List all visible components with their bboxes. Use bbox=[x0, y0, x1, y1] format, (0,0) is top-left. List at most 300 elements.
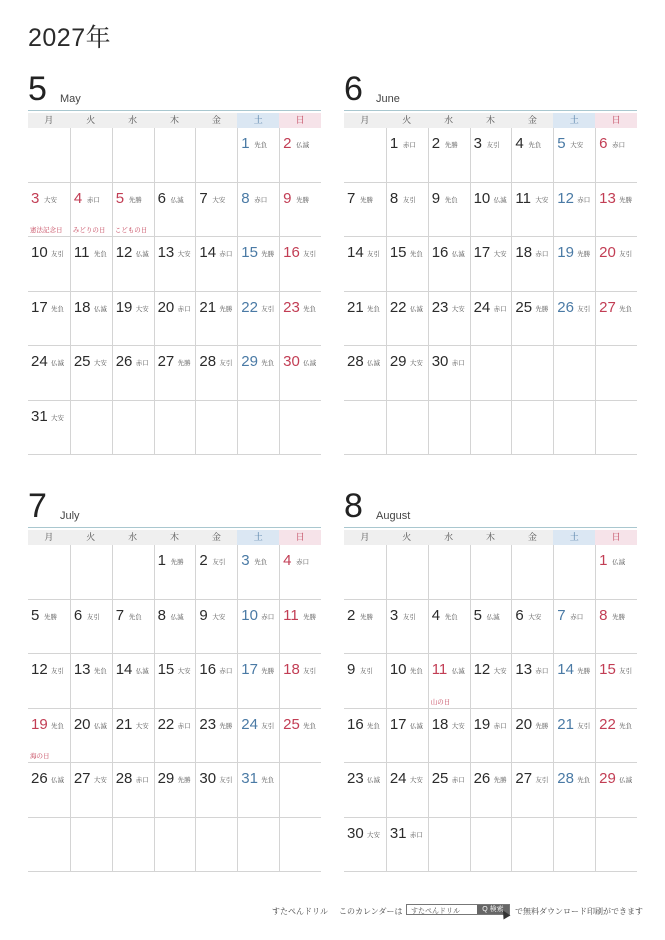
footer-text-prefix: このカレンダーは bbox=[339, 907, 403, 916]
day-cell bbox=[195, 128, 237, 183]
day-cell bbox=[595, 818, 637, 873]
day-cell bbox=[595, 237, 637, 292]
day-cell bbox=[386, 346, 428, 401]
weekday-header bbox=[344, 530, 637, 545]
day-number: 25 bbox=[515, 298, 533, 316]
day-cell bbox=[70, 128, 112, 183]
weekday-label: 火 bbox=[386, 113, 428, 128]
day-cell bbox=[279, 401, 321, 456]
day-cell bbox=[344, 401, 386, 456]
day-cell bbox=[195, 654, 237, 709]
rokuyo-label: 先勝 bbox=[44, 613, 57, 621]
day-number: 26 bbox=[557, 298, 574, 316]
day-number: 18 bbox=[283, 661, 300, 678]
day-number: 14 bbox=[115, 661, 133, 678]
day-cell bbox=[154, 709, 196, 764]
day-number: 9 bbox=[283, 189, 292, 207]
rokuyo-label: 先勝 bbox=[493, 777, 507, 784]
day-cell bbox=[279, 654, 321, 709]
day-cell bbox=[553, 237, 595, 292]
day-cell bbox=[28, 763, 70, 818]
footer bbox=[272, 904, 644, 918]
month-header bbox=[28, 488, 321, 530]
day-number: 1 bbox=[241, 135, 250, 152]
search-button[interactable]: Q 検索 bbox=[477, 905, 509, 914]
day-cell bbox=[28, 545, 70, 600]
day-cell bbox=[386, 545, 428, 600]
day-cell bbox=[112, 709, 154, 764]
holiday-name: 海の日 bbox=[30, 753, 50, 760]
day-cell bbox=[470, 709, 512, 764]
day-number: 12 bbox=[473, 661, 491, 678]
day-cell bbox=[237, 237, 279, 292]
day-cell bbox=[112, 183, 154, 238]
footer-text-suffix: で無料ダウンロード印刷ができます bbox=[515, 907, 643, 916]
day-cell bbox=[28, 128, 70, 183]
day-cell bbox=[595, 346, 637, 401]
day-number: 7 bbox=[115, 606, 125, 624]
rokuyo-label: 先負 bbox=[261, 360, 275, 367]
weekday-label: 月 bbox=[344, 530, 386, 545]
rokuyo-label: 大安 bbox=[451, 722, 465, 730]
day-number: 22 bbox=[241, 298, 258, 316]
day-number: 29 bbox=[157, 770, 175, 787]
rokuyo-label: 赤口 bbox=[254, 196, 268, 204]
day-cell bbox=[344, 763, 386, 818]
weekday-label: 金 bbox=[511, 530, 553, 545]
day-cell bbox=[28, 818, 70, 873]
rokuyo-label: 大安 bbox=[528, 613, 542, 621]
day-cell bbox=[112, 346, 154, 401]
day-cell bbox=[154, 401, 196, 456]
day-number: 26 bbox=[31, 770, 48, 787]
day-number: 16 bbox=[199, 661, 217, 678]
day-number: 3 bbox=[241, 552, 250, 569]
day-cell bbox=[470, 763, 512, 818]
month-rule bbox=[28, 110, 321, 111]
day-number: 24 bbox=[389, 770, 407, 787]
rokuyo-label: 友引 bbox=[360, 668, 373, 675]
day-cell bbox=[344, 709, 386, 764]
day-cell bbox=[154, 292, 196, 347]
rokuyo-label: 仏滅 bbox=[135, 668, 149, 675]
rokuyo-label: 仏滅 bbox=[296, 142, 310, 149]
rokuyo-label: 大安 bbox=[212, 613, 226, 621]
day-cell bbox=[344, 237, 386, 292]
day-number: 10 bbox=[31, 244, 48, 261]
day-number: 7 bbox=[347, 189, 356, 207]
day-cell bbox=[470, 545, 512, 600]
weekday-label: 火 bbox=[70, 530, 112, 545]
rokuyo-label: 先負 bbox=[254, 559, 268, 566]
day-cell bbox=[470, 292, 512, 347]
day-cell bbox=[511, 763, 553, 818]
day-number: 28 bbox=[347, 353, 364, 370]
day-cell bbox=[154, 183, 196, 238]
day-number: 21 bbox=[115, 715, 133, 733]
weekday-label: 日 bbox=[595, 113, 637, 128]
weekday-label: 金 bbox=[511, 113, 553, 128]
day-cell bbox=[70, 183, 112, 238]
day-number: 12 bbox=[115, 244, 133, 261]
day-cell bbox=[195, 709, 237, 764]
day-cell bbox=[28, 183, 70, 238]
rokuyo-label: 先負 bbox=[51, 722, 64, 730]
day-cell bbox=[428, 818, 470, 873]
day-number: 2 bbox=[283, 135, 292, 152]
day-cell bbox=[344, 128, 386, 183]
rokuyo-label: 仏滅 bbox=[486, 613, 500, 621]
rokuyo-label: 友引 bbox=[577, 722, 591, 730]
day-number: 8 bbox=[599, 606, 608, 624]
day-cell bbox=[344, 183, 386, 238]
rokuyo-label: 赤口 bbox=[219, 668, 233, 675]
rokuyo-label: 大安 bbox=[535, 196, 549, 204]
day-cell bbox=[511, 654, 553, 709]
day-number: 31 bbox=[241, 770, 258, 787]
weekday-header bbox=[344, 113, 637, 128]
day-number: 10 bbox=[473, 189, 491, 207]
day-number: 17 bbox=[31, 298, 48, 316]
rokuyo-label: 友引 bbox=[303, 251, 317, 258]
rokuyo-label: 赤口 bbox=[135, 360, 149, 367]
day-cell bbox=[553, 346, 595, 401]
rokuyo-label: 仏滅 bbox=[51, 777, 64, 784]
month-rule bbox=[344, 527, 637, 528]
day-cell bbox=[511, 600, 553, 655]
day-cell bbox=[511, 128, 553, 183]
day-cell bbox=[470, 401, 512, 456]
day-number: 18 bbox=[515, 244, 533, 261]
rokuyo-label: 赤口 bbox=[86, 196, 100, 204]
rokuyo-label: 先負 bbox=[367, 305, 380, 313]
day-cell bbox=[428, 654, 470, 709]
day-cell bbox=[595, 128, 637, 183]
day-cell bbox=[154, 545, 196, 600]
day-number: 1 bbox=[389, 135, 399, 152]
day-cell bbox=[553, 128, 595, 183]
month-header bbox=[344, 488, 637, 530]
day-number: 6 bbox=[515, 606, 524, 624]
rokuyo-label: 赤口 bbox=[402, 142, 416, 149]
day-number: 6 bbox=[599, 135, 608, 152]
day-cell bbox=[279, 237, 321, 292]
rokuyo-label: 大安 bbox=[93, 777, 107, 784]
month-number: 8 bbox=[344, 487, 363, 525]
day-number: 4 bbox=[283, 552, 292, 569]
day-cell bbox=[595, 763, 637, 818]
day-number: 22 bbox=[389, 298, 407, 316]
day-number: 24 bbox=[241, 715, 258, 733]
day-cell bbox=[386, 401, 428, 456]
day-cell bbox=[195, 401, 237, 456]
day-cell bbox=[386, 763, 428, 818]
rokuyo-label: 大安 bbox=[51, 414, 64, 422]
rokuyo-label: 友引 bbox=[619, 251, 633, 258]
rokuyo-label: 仏滅 bbox=[612, 559, 626, 566]
search-input[interactable]: すたぺんドリル bbox=[411, 908, 460, 915]
day-number: 29 bbox=[389, 353, 407, 370]
rokuyo-label: 友引 bbox=[535, 777, 549, 784]
rokuyo-label: 大安 bbox=[409, 777, 423, 784]
day-cell bbox=[112, 237, 154, 292]
weekday-label: 日 bbox=[279, 530, 321, 545]
search-box[interactable] bbox=[406, 904, 510, 915]
month-number: 5 bbox=[28, 70, 47, 108]
day-cell bbox=[237, 292, 279, 347]
rokuyo-label: 友引 bbox=[486, 142, 500, 149]
rokuyo-label: 先負 bbox=[619, 722, 633, 730]
day-cell bbox=[195, 346, 237, 401]
holiday-name: 山の日 bbox=[430, 698, 451, 706]
rokuyo-label: 先勝 bbox=[128, 196, 142, 204]
rokuyo-label: 先負 bbox=[261, 777, 275, 784]
day-number: 27 bbox=[157, 353, 175, 370]
rokuyo-label: 先負 bbox=[51, 305, 64, 313]
day-number: 18 bbox=[431, 715, 449, 733]
day-number: 14 bbox=[199, 244, 217, 261]
day-cell bbox=[279, 292, 321, 347]
day-cell bbox=[386, 292, 428, 347]
rokuyo-label: 先勝 bbox=[219, 722, 233, 730]
rokuyo-label: 先負 bbox=[577, 777, 591, 784]
rokuyo-label: 先勝 bbox=[619, 196, 633, 204]
weekday-label: 木 bbox=[154, 530, 196, 545]
day-number: 6 bbox=[157, 189, 166, 207]
day-number: 2 bbox=[347, 606, 356, 624]
day-number: 30 bbox=[199, 770, 217, 787]
day-cell bbox=[237, 709, 279, 764]
day-cell bbox=[28, 292, 70, 347]
weekday-label: 木 bbox=[470, 530, 512, 545]
rokuyo-label: 赤口 bbox=[493, 722, 507, 730]
day-cell bbox=[553, 763, 595, 818]
day-cell bbox=[195, 292, 237, 347]
rokuyo-label: 先勝 bbox=[360, 196, 373, 204]
rokuyo-label: 友引 bbox=[577, 305, 591, 313]
day-cell bbox=[386, 818, 428, 873]
rokuyo-label: 赤口 bbox=[261, 613, 275, 621]
day-number: 13 bbox=[515, 661, 533, 678]
day-number: 30 bbox=[283, 353, 300, 370]
day-number: 5 bbox=[115, 189, 125, 207]
day-number: 4 bbox=[73, 189, 83, 207]
day-number: 13 bbox=[157, 244, 175, 261]
day-number: 16 bbox=[431, 244, 449, 261]
weekday-label: 土 bbox=[237, 113, 279, 128]
day-number: 20 bbox=[599, 244, 616, 261]
rokuyo-label: 先負 bbox=[619, 305, 633, 313]
weekday-label: 火 bbox=[70, 113, 112, 128]
day-cell bbox=[553, 709, 595, 764]
day-cell bbox=[344, 818, 386, 873]
weekday-label: 金 bbox=[195, 530, 237, 545]
rokuyo-label: 先負 bbox=[93, 668, 107, 675]
rokuyo-label: 友引 bbox=[51, 251, 64, 258]
day-cell bbox=[595, 545, 637, 600]
day-number: 3 bbox=[31, 189, 40, 207]
rokuyo-label: 先勝 bbox=[170, 559, 184, 566]
day-number: 11 bbox=[73, 244, 90, 261]
day-cell bbox=[28, 346, 70, 401]
day-cell bbox=[428, 128, 470, 183]
weekday-header bbox=[28, 113, 321, 128]
weekday-label: 日 bbox=[279, 113, 321, 128]
rokuyo-label: 仏滅 bbox=[93, 305, 107, 313]
day-cell bbox=[279, 763, 321, 818]
rokuyo-label: 友引 bbox=[619, 668, 633, 675]
day-number: 21 bbox=[557, 715, 574, 733]
rokuyo-label: 仏滅 bbox=[170, 196, 184, 204]
rokuyo-label: 先勝 bbox=[177, 777, 191, 784]
rokuyo-label: 先勝 bbox=[219, 305, 233, 313]
day-cell bbox=[195, 818, 237, 873]
day-number: 3 bbox=[389, 606, 399, 624]
day-number: 20 bbox=[515, 715, 533, 733]
day-cell bbox=[428, 600, 470, 655]
day-cell bbox=[386, 128, 428, 183]
day-number: 28 bbox=[115, 770, 133, 787]
day-cell bbox=[70, 401, 112, 456]
day-number: 25 bbox=[431, 770, 449, 787]
day-cell bbox=[154, 763, 196, 818]
rokuyo-label: 赤口 bbox=[219, 251, 233, 258]
weekday-header bbox=[28, 530, 321, 545]
day-cell bbox=[470, 183, 512, 238]
day-cell bbox=[279, 545, 321, 600]
rokuyo-label: 先負 bbox=[303, 722, 317, 730]
holiday-name: みどりの日 bbox=[72, 227, 106, 234]
rokuyo-label: 大安 bbox=[212, 196, 226, 204]
rokuyo-label: 大安 bbox=[570, 142, 584, 149]
day-cell bbox=[70, 545, 112, 600]
weekday-label: 月 bbox=[28, 530, 70, 545]
day-cell bbox=[28, 709, 70, 764]
day-number: 11 bbox=[431, 661, 448, 678]
day-cell bbox=[511, 346, 553, 401]
day-grid bbox=[28, 128, 321, 455]
day-cell bbox=[386, 600, 428, 655]
day-number: 23 bbox=[283, 298, 300, 316]
day-number: 8 bbox=[389, 189, 399, 207]
day-cell bbox=[553, 600, 595, 655]
rokuyo-label: 仏滅 bbox=[493, 196, 507, 204]
day-cell bbox=[237, 545, 279, 600]
day-number: 6 bbox=[73, 606, 83, 624]
rokuyo-label: 赤口 bbox=[535, 251, 549, 258]
rokuyo-label: 先負 bbox=[444, 613, 458, 621]
day-number: 25 bbox=[73, 353, 91, 370]
rokuyo-label: 大安 bbox=[493, 251, 507, 258]
day-number: 23 bbox=[199, 715, 217, 733]
day-number: 30 bbox=[431, 353, 449, 370]
rokuyo-label: 大安 bbox=[493, 668, 507, 675]
day-cell bbox=[344, 600, 386, 655]
day-number: 29 bbox=[599, 770, 616, 787]
weekday-label: 木 bbox=[154, 113, 196, 128]
rokuyo-label: 仏滅 bbox=[135, 251, 149, 258]
rokuyo-label: 先負 bbox=[367, 722, 380, 730]
rokuyo-label: 赤口 bbox=[177, 722, 191, 730]
day-cell bbox=[70, 237, 112, 292]
day-cell bbox=[70, 600, 112, 655]
rokuyo-label: 友引 bbox=[86, 613, 100, 621]
rokuyo-label: 赤口 bbox=[577, 196, 591, 204]
rokuyo-label: 赤口 bbox=[135, 777, 149, 784]
day-cell bbox=[154, 654, 196, 709]
rokuyo-label: 先負 bbox=[128, 613, 142, 621]
day-grid bbox=[344, 128, 637, 455]
footer-brand[interactable]: すたぺんドリル bbox=[272, 907, 328, 916]
day-number: 23 bbox=[431, 298, 449, 316]
day-cell bbox=[470, 128, 512, 183]
day-number: 9 bbox=[347, 661, 356, 678]
day-cell bbox=[470, 237, 512, 292]
rokuyo-label: 先負 bbox=[528, 142, 542, 149]
day-cell bbox=[428, 346, 470, 401]
day-cell bbox=[112, 292, 154, 347]
day-number: 21 bbox=[347, 298, 364, 316]
rokuyo-label: 友引 bbox=[402, 196, 416, 204]
day-number: 5 bbox=[557, 135, 566, 152]
rokuyo-label: 先勝 bbox=[296, 196, 310, 204]
rokuyo-label: 大安 bbox=[409, 360, 423, 367]
day-number: 14 bbox=[347, 244, 364, 261]
day-cell bbox=[344, 292, 386, 347]
month-header bbox=[344, 71, 637, 113]
day-cell bbox=[511, 292, 553, 347]
day-cell bbox=[237, 128, 279, 183]
day-number: 31 bbox=[389, 824, 407, 842]
rokuyo-label: 大安 bbox=[177, 668, 191, 675]
day-cell bbox=[70, 818, 112, 873]
rokuyo-label: 赤口 bbox=[535, 668, 549, 675]
day-cell bbox=[279, 600, 321, 655]
day-cell bbox=[595, 292, 637, 347]
rokuyo-label: 先勝 bbox=[577, 251, 591, 258]
day-cell bbox=[595, 183, 637, 238]
day-cell bbox=[470, 818, 512, 873]
day-cell bbox=[553, 545, 595, 600]
day-number: 22 bbox=[599, 715, 616, 733]
day-number: 19 bbox=[473, 715, 491, 733]
day-cell bbox=[553, 292, 595, 347]
rokuyo-label: 先負 bbox=[303, 305, 317, 313]
day-cell bbox=[386, 237, 428, 292]
rokuyo-label: 先負 bbox=[409, 251, 423, 258]
rokuyo-label: 赤口 bbox=[409, 831, 423, 839]
day-number: 10 bbox=[241, 606, 258, 624]
month-august bbox=[344, 488, 637, 872]
day-cell bbox=[428, 292, 470, 347]
rokuyo-label: 先勝 bbox=[360, 613, 373, 621]
day-number: 24 bbox=[31, 353, 48, 370]
weekday-label: 日 bbox=[595, 530, 637, 545]
day-cell bbox=[595, 709, 637, 764]
rokuyo-label: 先勝 bbox=[577, 668, 591, 675]
day-cell bbox=[470, 346, 512, 401]
rokuyo-label: 大安 bbox=[44, 196, 57, 204]
day-number: 12 bbox=[31, 661, 48, 678]
rokuyo-label: 友引 bbox=[261, 722, 275, 730]
day-number: 19 bbox=[31, 715, 48, 733]
day-cell bbox=[344, 545, 386, 600]
day-number: 23 bbox=[347, 770, 364, 787]
day-number: 22 bbox=[157, 715, 175, 733]
month-rule bbox=[344, 110, 637, 111]
rokuyo-label: 友引 bbox=[402, 613, 416, 621]
day-cell bbox=[344, 654, 386, 709]
